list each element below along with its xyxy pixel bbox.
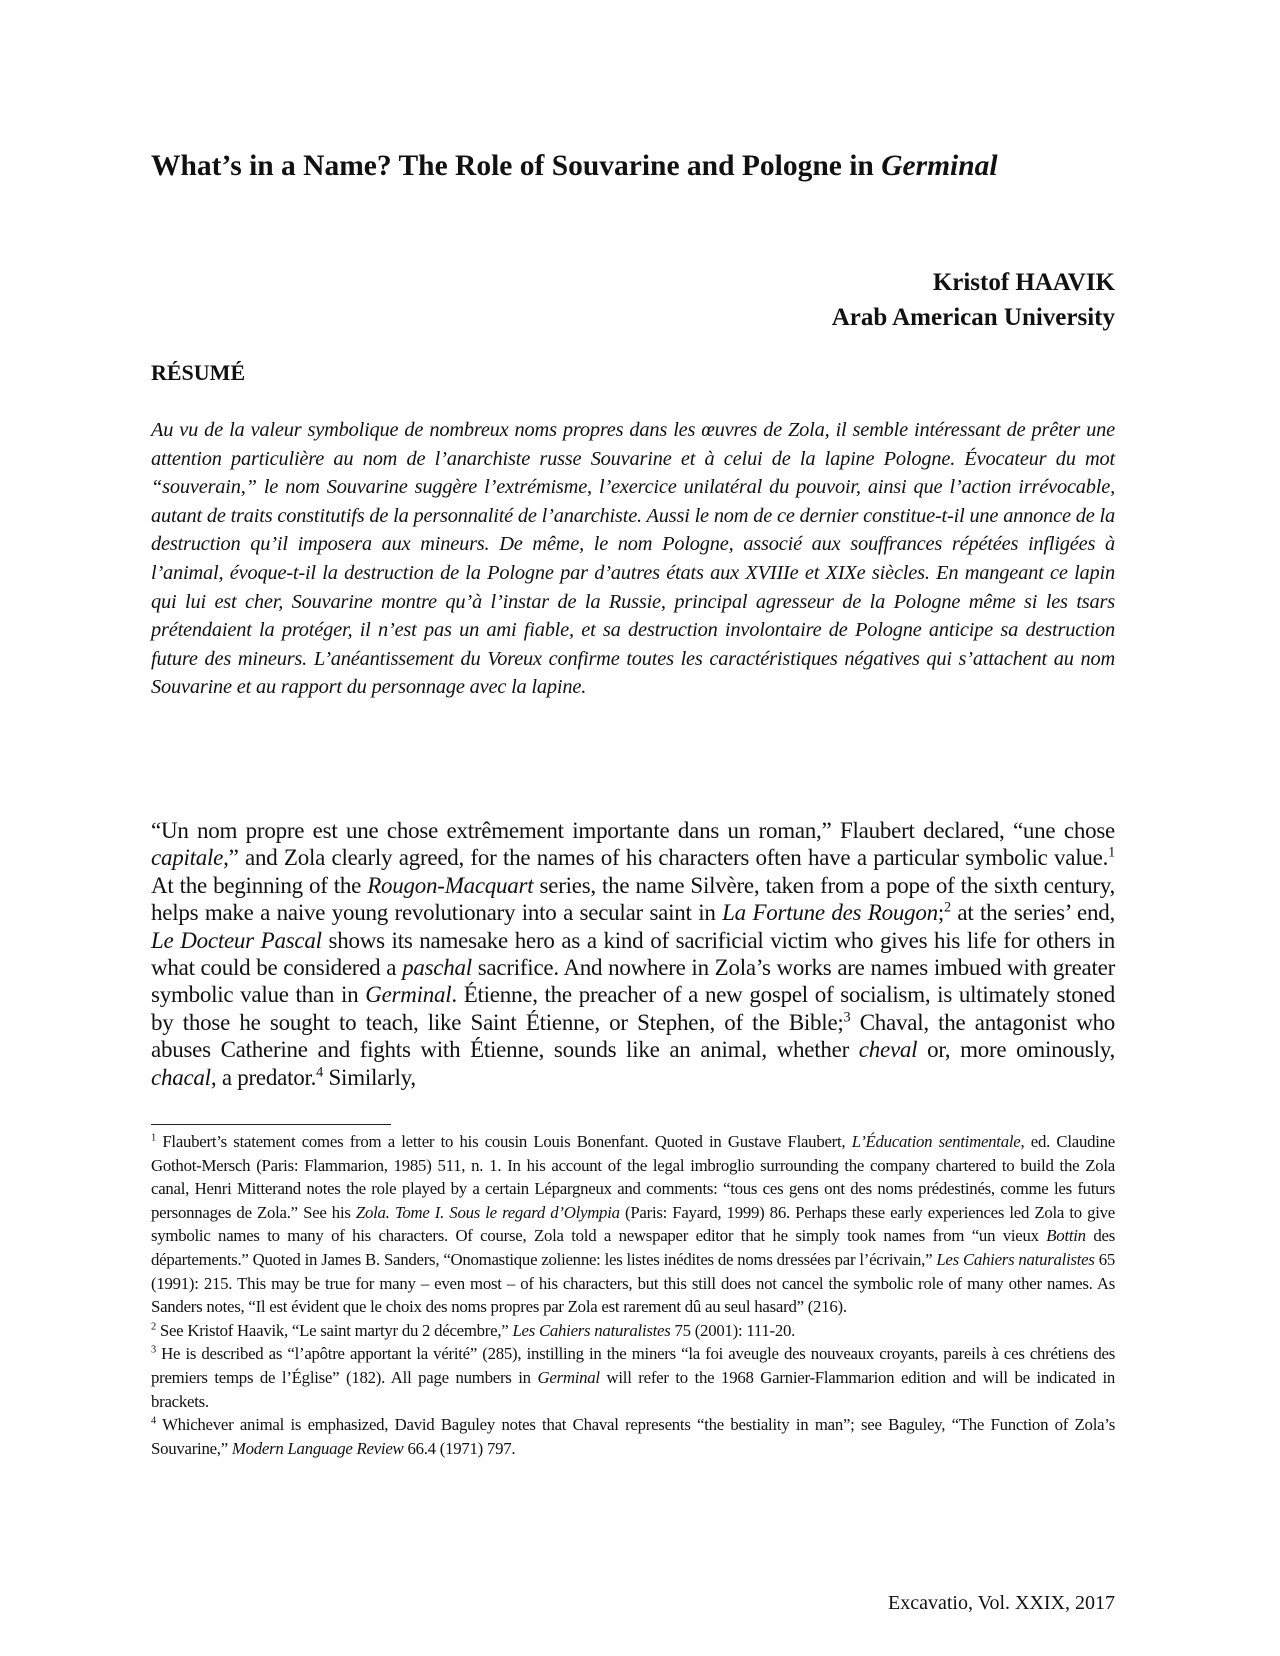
footnote-text: will refer to the 1968 Garnier-Flammarion edition and will be indicated in brackets. <box>151 1367 1115 1411</box>
title-italic: Germinal <box>881 150 998 182</box>
footnote-1 <box>151 1130 1115 1319</box>
footnote-italic: Bottin <box>1046 1226 1086 1246</box>
footnote-number: 4 <box>151 1415 156 1427</box>
body-text: “Un nom propre est une chose extrêmement importante dans un roman,” Flaubert declared, “une chose <box>151 818 1115 843</box>
footnote-italic: Les Cahiers naturalistes <box>512 1320 671 1340</box>
body-italic: capitale, <box>151 845 229 871</box>
footnote-italic: Modern Language Review <box>231 1438 404 1458</box>
footnote-ref: 1 <box>1108 844 1115 861</box>
body-paragraph <box>151 817 1115 1091</box>
footnote-italic: Zola. Tome I. Sous le regard d’Olympia <box>355 1202 620 1222</box>
footnote-text: 75 (2001): 111-20. <box>670 1320 796 1340</box>
footnote-2 <box>151 1319 1115 1343</box>
body-text: Similarly, <box>323 1064 416 1090</box>
footnote-number: 3 <box>151 1344 156 1356</box>
footnote-ref: 2 <box>943 899 951 916</box>
footnote-text: 65 (1991): 215. This may be true for many – even most – of his characters, but this still does not cancel the symbolic role of many other names. As Sanders notes, “Il est évident que le choix des noms propres par Zola est rarement dû au seul hasard” (216). <box>151 1249 1115 1317</box>
body-italic: La Fortune des Rougon <box>722 900 938 926</box>
footnote-text: He is described as “l’apôtre apportant la vérité” (285), instilling in the miners “la foi aveugle des nouveaux croyants, pareils à ces chrétiens des premiers temps de l’Église” (182). All page numbers in <box>151 1344 1115 1387</box>
body-text: or, more ominously, <box>917 1037 1116 1063</box>
body-text: series, the name Silvère, taken from a pope of the sixth century, helps make a naive young revolutionary into a secular saint in <box>151 872 1115 926</box>
body-text: At the beginning of the <box>151 872 368 898</box>
footnote-number: 2 <box>151 1321 156 1333</box>
body-italic: cheval <box>858 1037 918 1063</box>
body-text: . Étienne, the preacher of a new gospel of socialism, is ultimately stoned by those he sought to teach, like Saint Étienne, or Stephen, of the Bible; <box>151 982 1115 1035</box>
footnote-italic: Les Cahiers naturalistes <box>936 1249 1095 1269</box>
footnote-text: , ed. Claudine Gothot-Mersch (Paris: Flammarion, 1985) 511, n. 1. In his account of the legal imbroglio surrounding the company chartered to build the Zola canal, Henri Mitterand notes the role played by a certain Lépargneux and comments: “tous ces gens ont des noms prédestinés, comme les futurs personnages de Zola.” See his <box>151 1132 1116 1222</box>
body-text: at the series’ end, <box>950 900 1115 926</box>
resume-heading: RÉSUMÉ <box>151 360 246 385</box>
author-affiliation: Arab American University <box>831 304 1115 331</box>
footnote-divider <box>151 1124 391 1125</box>
body-text: sacrifice. And nowhere in Zola’s works are names imbued with greater symbolic value than in <box>151 955 1115 1008</box>
footnote-4 <box>151 1413 1115 1460</box>
article-title <box>151 150 1131 183</box>
body-text: shows its namesake hero as a kind of sacrificial victim who gives his life for others in what could be considered a <box>151 927 1116 981</box>
body-text: Chaval, the antagonist who abuses Catherine and fights with Étienne, sounds like an animal, whether <box>151 1009 1115 1063</box>
title-main: What’s in a Name? The Role of Souvarine and Pologne in <box>151 150 882 182</box>
body-text: , a predator. <box>210 1064 317 1090</box>
footnote-italic: Germinal <box>537 1367 600 1387</box>
journal-footer: Excavatio, Vol. XXIX, 2017 <box>887 1592 1115 1614</box>
footnote-italic: L’Éducation sentimentale <box>851 1132 1021 1151</box>
body-italic: Germinal <box>365 982 452 1008</box>
body-italic: Le Docteur Pascal <box>151 927 322 953</box>
footnote-ref: 4 <box>316 1064 324 1080</box>
footnote-text: Whichever animal is emphasized, David Baguley notes that Chaval represents “the bestiality in man”; see Baguley, “The Function of Zola’s Souvarine,” <box>151 1415 1115 1458</box>
body-text: ” and Zola clearly agreed, for the names of his characters often have a particular symbolic value. <box>228 845 1109 871</box>
body-italic: chacal <box>151 1064 211 1090</box>
footnote-text: (Paris: Fayard, 1999) 86. Perhaps these early experiences led Zola to give symbolic names to many of his characters. Of course, Zola told a newspaper editor that he simply took names from “un vieux <box>151 1202 1115 1246</box>
resume-text: Au vu de la valeur symbolique de nombreux noms propres dans les œuvres de Zola, il semble intéressant de prêter une attention particulière au nom de l’anarchiste russe Souvarine et à celui de la lapine Pologne. Évocateur du mot “souverain,” le nom Souvarine suggère l’extrémisme, l’exercice unilatéral du pouvoir, ainsi que l’action irrévocable, autant de traits constitutifs de la personnalité de l’anarchiste. Aussi le nom de ce dernier constitue-t-il une annonce de la destruction qu’il imposera aux mineurs. De même, le nom Pologne, associé aux souffrances répétées infligées à l’animal, évoque-t-il la destruction de la Pologne par d’autres états aux XVIIIe et XIXe siècles. En mangeant ce lapin qui lui est cher, Souvarine montre qu’à l’instar de la Russie, principal agresseur de la Pologne même si les tsars prétendaient la protéger, il n’est pas un ami fiable, et sa destruction involontaire de Pologne anticipe sa destruction future des mineurs. L’anéantissement du Voreux confirme toutes les caractéristiques négatives qui s’attachent au nom Souvarine et au rapport du personnage avec la lapine. <box>151 419 1115 699</box>
footnote-3 <box>151 1342 1115 1413</box>
footnote-text: See Kristof Haavik, “Le saint martyr du 2 décembre,” <box>155 1320 513 1340</box>
footnotes <box>151 1130 1115 1460</box>
body-italic: Rougon-Macquart <box>367 872 534 898</box>
footnote-text: Flaubert’s statement comes from a letter to his cousin Louis Bonenfant. Quoted in Gustave Flaubert, <box>155 1132 852 1151</box>
body-italic: paschal <box>402 955 472 981</box>
footnote-ref: 3 <box>843 1009 851 1026</box>
footnote-number: 1 <box>151 1132 156 1144</box>
footnote-text: des départements.” Quoted in James B. Sanders, “Onomastique zolienne: les listes inédites de noms dressées par l’écrivain,” <box>151 1226 1115 1269</box>
author-block <box>832 265 1115 335</box>
author-name: Kristof HAAVIK <box>932 269 1115 296</box>
body-text: ; <box>937 900 944 926</box>
footnote-text: 66.4 (1971) 797. <box>403 1438 516 1458</box>
